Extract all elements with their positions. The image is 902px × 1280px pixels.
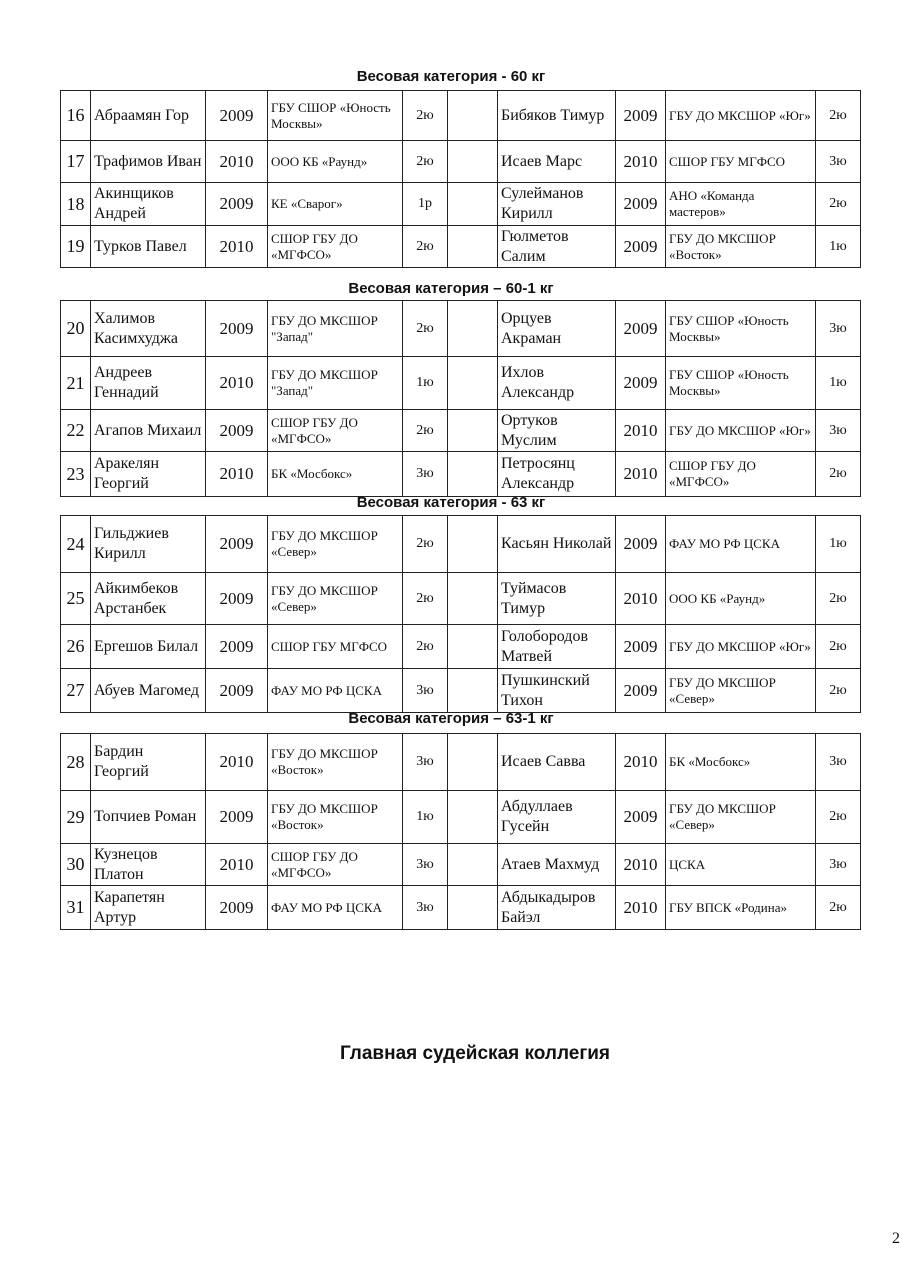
bout-number: 29 xyxy=(61,791,91,844)
result-cell xyxy=(448,410,498,452)
bout-number: 25 xyxy=(61,573,91,625)
opponent-year-cell: 2010 xyxy=(616,410,666,452)
bout-number: 16 xyxy=(61,91,91,141)
result-cell xyxy=(448,734,498,791)
table-row xyxy=(61,791,861,844)
table-row xyxy=(61,141,861,183)
table-row xyxy=(61,183,861,226)
fighter-club-cell: ГБУ ДО МКСШОР «Восток» xyxy=(268,791,403,844)
opponent-rank-cell: 2ю xyxy=(816,791,861,844)
opponent-club-cell: ГБУ ДО МКСШОР «Восток» xyxy=(666,226,816,268)
fighter-club-cell: ФАУ МО РФ ЦСКА xyxy=(268,886,403,930)
result-cell xyxy=(448,669,498,713)
opponent-name-cell: Орцуев Акраман xyxy=(498,301,616,357)
opponent-club-cell: СШОР ГБУ МГФСО xyxy=(666,141,816,183)
bout-number: 24 xyxy=(61,516,91,573)
bouts-table xyxy=(60,515,861,713)
opponent-name-cell: Абдыкадыров Байэл xyxy=(498,886,616,930)
fighter-year-cell: 2009 xyxy=(206,301,268,357)
bout-number: 18 xyxy=(61,183,91,226)
opponent-rank-cell: 2ю xyxy=(816,183,861,226)
table-row xyxy=(61,452,861,497)
fighter-name-cell: Абраамян Гор xyxy=(91,91,206,141)
opponent-name-cell: Туймасов Тимур xyxy=(498,573,616,625)
result-cell xyxy=(448,516,498,573)
opponent-year-cell: 2010 xyxy=(616,573,666,625)
result-cell xyxy=(448,625,498,669)
opponent-club-cell: АНО «Команда мастеров» xyxy=(666,183,816,226)
bout-number: 22 xyxy=(61,410,91,452)
fighter-year-cell: 2010 xyxy=(206,734,268,791)
opponent-year-cell: 2009 xyxy=(616,791,666,844)
opponent-club-cell: ГБУ ДО МКСШОР «Юг» xyxy=(666,625,816,669)
bouts-table xyxy=(60,300,861,497)
fighter-name-cell: Бардин Георгий xyxy=(91,734,206,791)
fighter-name-cell: Агапов Михаил xyxy=(91,410,206,452)
result-cell xyxy=(448,886,498,930)
table-row xyxy=(61,669,861,713)
opponent-year-cell: 2009 xyxy=(616,516,666,573)
opponent-rank-cell: 3ю xyxy=(816,141,861,183)
fighter-rank-cell: 3ю xyxy=(403,669,448,713)
fighter-year-cell: 2009 xyxy=(206,573,268,625)
opponent-club-cell: ГБУ ДО МКСШОР «Юг» xyxy=(666,91,816,141)
fighter-name-cell: Ергешов Билал xyxy=(91,625,206,669)
table-row xyxy=(61,844,861,886)
fighter-club-cell: СШОР ГБУ ДО «МГФСО» xyxy=(268,410,403,452)
opponent-club-cell: ГБУ ДО МКСШОР «Север» xyxy=(666,791,816,844)
opponent-rank-cell: 2ю xyxy=(816,886,861,930)
opponent-name-cell: Атаев Махмуд xyxy=(498,844,616,886)
opponent-name-cell: Исаев Марс xyxy=(498,141,616,183)
opponent-rank-cell: 3ю xyxy=(816,844,861,886)
opponent-club-cell: ЦСКА xyxy=(666,844,816,886)
opponent-year-cell: 2010 xyxy=(616,844,666,886)
table-row xyxy=(61,886,861,930)
table-row xyxy=(61,91,861,141)
fighter-year-cell: 2009 xyxy=(206,183,268,226)
opponent-rank-cell: 2ю xyxy=(816,625,861,669)
result-cell xyxy=(448,141,498,183)
fighter-name-cell: Акинщиков Андрей xyxy=(91,183,206,226)
fighter-rank-cell: 1р xyxy=(403,183,448,226)
bout-number: 19 xyxy=(61,226,91,268)
fighter-club-cell: ГБУ ДО МКСШОР "Запад" xyxy=(268,301,403,357)
table-row xyxy=(61,226,861,268)
fighter-year-cell: 2010 xyxy=(206,452,268,497)
table-row xyxy=(61,573,861,625)
fighter-rank-cell: 2ю xyxy=(403,410,448,452)
result-cell xyxy=(448,183,498,226)
opponent-name-cell: Абдуллаев Гусейн xyxy=(498,791,616,844)
opponent-year-cell: 2009 xyxy=(616,91,666,141)
weight-category-heading: Весовая категория - 63 кг xyxy=(356,494,546,511)
opponent-club-cell: БК «Мосбокс» xyxy=(666,734,816,791)
table-row xyxy=(61,516,861,573)
fighter-year-cell: 2009 xyxy=(206,625,268,669)
fighter-year-cell: 2009 xyxy=(206,791,268,844)
opponent-rank-cell: 3ю xyxy=(816,410,861,452)
opponent-club-cell: ГБУ СШОР «Юность Москвы» xyxy=(666,301,816,357)
fighter-rank-cell: 2ю xyxy=(403,91,448,141)
fighter-club-cell: ФАУ МО РФ ЦСКА xyxy=(268,669,403,713)
bouts-table xyxy=(60,90,861,268)
fighter-rank-cell: 1ю xyxy=(403,791,448,844)
fighter-name-cell: Карапетян Артур xyxy=(91,886,206,930)
fighter-name-cell: Топчиев Роман xyxy=(91,791,206,844)
table-row xyxy=(61,410,861,452)
weight-category-heading: Весовая категория - 60 кг xyxy=(356,68,546,85)
table-row xyxy=(61,734,861,791)
fighter-rank-cell: 3ю xyxy=(403,886,448,930)
fighter-club-cell: СШОР ГБУ ДО «МГФСО» xyxy=(268,226,403,268)
fighter-year-cell: 2010 xyxy=(206,226,268,268)
fighter-club-cell: ООО КБ «Раунд» xyxy=(268,141,403,183)
opponent-name-cell: Ихлов Александр xyxy=(498,357,616,410)
opponent-year-cell: 2010 xyxy=(616,734,666,791)
bout-number: 20 xyxy=(61,301,91,357)
fighter-name-cell: Гильджиев Кирилл xyxy=(91,516,206,573)
opponent-club-cell: ГБУ ДО МКСШОР «Юг» xyxy=(666,410,816,452)
opponent-name-cell: Ортуков Муслим xyxy=(498,410,616,452)
table-row xyxy=(61,357,861,410)
fighter-rank-cell: 2ю xyxy=(403,573,448,625)
fighter-name-cell: Халимов Касимхуджа xyxy=(91,301,206,357)
fighter-rank-cell: 2ю xyxy=(403,226,448,268)
result-cell xyxy=(448,301,498,357)
opponent-rank-cell: 2ю xyxy=(816,669,861,713)
bout-number: 31 xyxy=(61,886,91,930)
fighter-name-cell: Кузнецов Платон xyxy=(91,844,206,886)
bouts-table xyxy=(60,733,861,930)
opponent-rank-cell: 1ю xyxy=(816,226,861,268)
fighter-rank-cell: 3ю xyxy=(403,452,448,497)
bout-number: 26 xyxy=(61,625,91,669)
table-row xyxy=(61,301,861,357)
fighter-club-cell: ГБУ СШОР «Юность Москвы» xyxy=(268,91,403,141)
opponent-name-cell: Сулейманов Кирилл xyxy=(498,183,616,226)
opponent-club-cell: ГБУ ДО МКСШОР «Север» xyxy=(666,669,816,713)
fighter-name-cell: Абуев Магомед xyxy=(91,669,206,713)
fighter-year-cell: 2010 xyxy=(206,141,268,183)
opponent-club-cell: ГБУ ВПСК «Родина» xyxy=(666,886,816,930)
fighter-year-cell: 2009 xyxy=(206,410,268,452)
opponent-rank-cell: 1ю xyxy=(816,516,861,573)
opponent-name-cell: Пушкинский Тихон xyxy=(498,669,616,713)
opponent-club-cell: СШОР ГБУ ДО «МГФСО» xyxy=(666,452,816,497)
result-cell xyxy=(448,452,498,497)
weight-category-heading: Весовая категория – 63-1 кг xyxy=(348,710,554,727)
opponent-name-cell: Касьян Николай xyxy=(498,516,616,573)
fighter-year-cell: 2009 xyxy=(206,91,268,141)
opponent-club-cell: ООО КБ «Раунд» xyxy=(666,573,816,625)
fighter-year-cell: 2009 xyxy=(206,669,268,713)
fighter-name-cell: Турков Павел xyxy=(91,226,206,268)
result-cell xyxy=(448,91,498,141)
fighter-name-cell: Айкимбеков Арстанбек xyxy=(91,573,206,625)
fighter-rank-cell: 3ю xyxy=(403,734,448,791)
fighter-club-cell: ГБУ ДО МКСШОР "Запад" xyxy=(268,357,403,410)
fighter-year-cell: 2009 xyxy=(206,516,268,573)
fighter-year-cell: 2010 xyxy=(206,844,268,886)
fighter-year-cell: 2010 xyxy=(206,357,268,410)
opponent-name-cell: Бибяков Тимур xyxy=(498,91,616,141)
bout-number: 27 xyxy=(61,669,91,713)
opponent-year-cell: 2009 xyxy=(616,301,666,357)
bout-number: 23 xyxy=(61,452,91,497)
fighter-club-cell: БК «Мосбокс» xyxy=(268,452,403,497)
opponent-year-cell: 2010 xyxy=(616,452,666,497)
fighter-rank-cell: 3ю xyxy=(403,844,448,886)
opponent-year-cell: 2009 xyxy=(616,357,666,410)
fighter-club-cell: ГБУ ДО МКСШОР «Север» xyxy=(268,516,403,573)
fighter-year-cell: 2009 xyxy=(206,886,268,930)
opponent-year-cell: 2009 xyxy=(616,669,666,713)
opponent-rank-cell: 1ю xyxy=(816,357,861,410)
fighter-rank-cell: 2ю xyxy=(403,301,448,357)
page-number: 2 xyxy=(892,1230,900,1247)
opponent-year-cell: 2010 xyxy=(616,886,666,930)
opponent-year-cell: 2009 xyxy=(616,183,666,226)
result-cell xyxy=(448,791,498,844)
judges-panel-title: Главная судейская коллегия xyxy=(339,1043,611,1064)
result-cell xyxy=(448,844,498,886)
fighter-rank-cell: 2ю xyxy=(403,625,448,669)
opponent-name-cell: Петросянц Александр xyxy=(498,452,616,497)
result-cell xyxy=(448,226,498,268)
opponent-rank-cell: 3ю xyxy=(816,734,861,791)
fighter-club-cell: СШОР ГБУ ДО «МГФСО» xyxy=(268,844,403,886)
fighter-rank-cell: 1ю xyxy=(403,357,448,410)
fighter-club-cell: ГБУ ДО МКСШОР «Восток» xyxy=(268,734,403,791)
opponent-name-cell: Голобородов Матвей xyxy=(498,625,616,669)
opponent-rank-cell: 2ю xyxy=(816,452,861,497)
fighter-club-cell: ГБУ ДО МКСШОР «Север» xyxy=(268,573,403,625)
weight-category-heading: Весовая категория – 60-1 кг xyxy=(348,280,554,297)
fighter-name-cell: Трафимов Иван xyxy=(91,141,206,183)
result-cell xyxy=(448,357,498,410)
fighter-rank-cell: 2ю xyxy=(403,516,448,573)
bout-number: 21 xyxy=(61,357,91,410)
fighter-club-cell: КЕ «Сварог» xyxy=(268,183,403,226)
bout-number: 28 xyxy=(61,734,91,791)
opponent-club-cell: ФАУ МО РФ ЦСКА xyxy=(666,516,816,573)
opponent-year-cell: 2009 xyxy=(616,625,666,669)
table-row xyxy=(61,625,861,669)
opponent-name-cell: Гюлметов Салим xyxy=(498,226,616,268)
opponent-year-cell: 2010 xyxy=(616,141,666,183)
opponent-rank-cell: 3ю xyxy=(816,301,861,357)
fighter-rank-cell: 2ю xyxy=(403,141,448,183)
result-cell xyxy=(448,573,498,625)
opponent-year-cell: 2009 xyxy=(616,226,666,268)
fighter-club-cell: СШОР ГБУ МГФСО xyxy=(268,625,403,669)
opponent-club-cell: ГБУ СШОР «Юность Москвы» xyxy=(666,357,816,410)
fighter-name-cell: Андреев Геннадий xyxy=(91,357,206,410)
fighter-name-cell: Аракелян Георгий xyxy=(91,452,206,497)
opponent-rank-cell: 2ю xyxy=(816,573,861,625)
opponent-rank-cell: 2ю xyxy=(816,91,861,141)
opponent-name-cell: Исаев Савва xyxy=(498,734,616,791)
bout-number: 17 xyxy=(61,141,91,183)
bout-number: 30 xyxy=(61,844,91,886)
